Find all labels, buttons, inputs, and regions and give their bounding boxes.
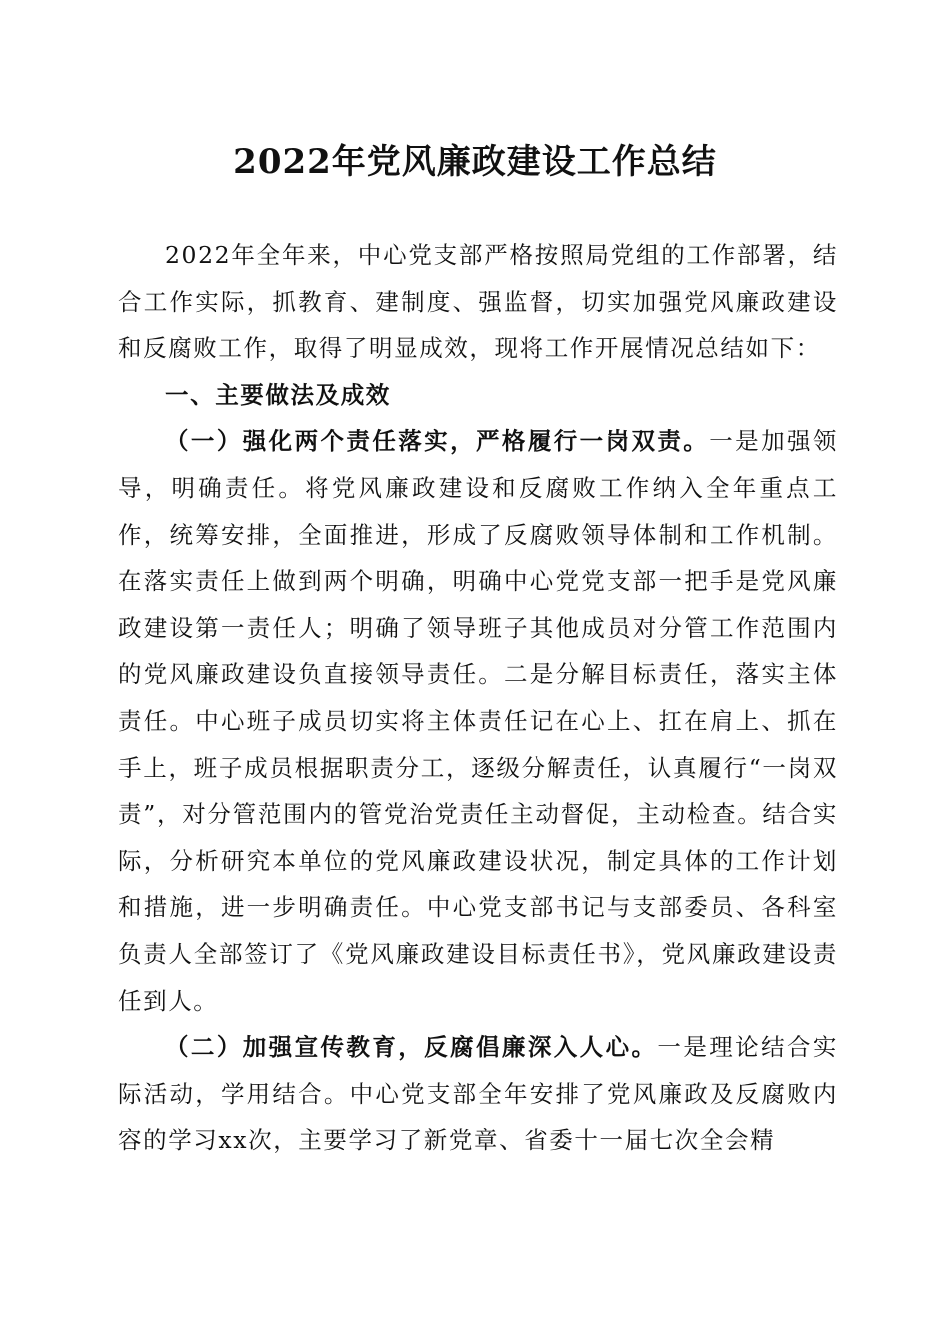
subsection-1-paragraph: [118, 418, 838, 1024]
document-body: [118, 232, 838, 1164]
subsection-2-paragraph: [118, 1024, 838, 1164]
document-title: 2022年党风廉政建设工作总结: [233, 142, 717, 182]
section-heading: 一、主要做法及成效: [165, 380, 391, 409]
subsection-2-body: 一是理论结合实际活动，学用结合。中心党支部全年安排了党风廉政及反腐败内容的学习xx次，主要学习了新党章、省委十一届七次全会精: [118, 1033, 838, 1155]
subsection-2-lead: （二）加强宣传教育，反腐倡廉深入人心。: [165, 1033, 658, 1062]
intro-paragraph: 2022年全年来，中心党支部严格按照局党组的工作部署，结合工作实际，抓教育、建制度、强监督，切实加强党风廉政建设和反腐败工作，取得了明显成效，现将工作开展情况总结如下：: [118, 241, 838, 363]
subsection-1-lead: （一）强化两个责任落实，严格履行一岗双责。: [165, 427, 710, 456]
subsection-1-body: 一是加强领导，明确责任。将党风廉政建设和反腐败工作纳入全年重点工作，统筹安排，全面推进，形成了反腐败领导体制和工作机制。在落实责任上做到两个明确，明确中心党党支部一把手是党风廉政建设第一责任人；明确了领导班子其他成员对分管工作范围内的党风廉政建设负直接领导责任。二是分解目标责任，落实主体责任。中心班子成员切实将主体责任记在心上、扛在肩上、抓在手上，班子成员根据职责分工，逐级分解责任，认真履行“一岗双责”，对分管范围内的管党治党责任主动督促，主动检查。结合实际，分析研究本单位的党风廉政建设状况，制定具体的工作计划和措施，进一步明确责任。中心党支部书记与支部委员、各科室负责人全部签订了《党风廉政建设目标责任书》，党风廉政建设责任到人。: [118, 427, 838, 1015]
